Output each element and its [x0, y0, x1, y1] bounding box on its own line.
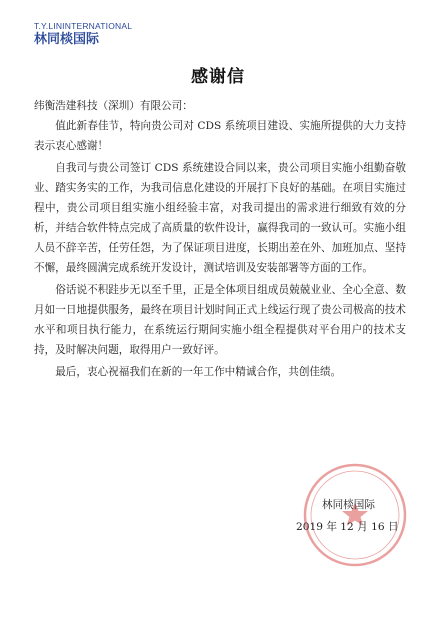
logo-english-text: T.Y.LININTERNATIONAL: [34, 21, 133, 31]
logo-chinese-text: 林同棪国际: [34, 31, 100, 47]
letter-title: 感谢信: [191, 67, 245, 87]
paragraph-1: 值此新春佳节，特向贵公司对 CDS 系统项目建设、实施所提供的大力支持表示衷心感谢！: [34, 120, 406, 152]
paragraph-3: 俗话说不积跬步无以至千里，正是全体项目组成员兢兢业业、全心全意、数月如一日地提供服务，最终在项目计划时间正式上线运行现了贵公司极高的技术水平和项目执行能力，在系统运行期间实施小组全程提供对平台用户的技术支持，及时解决问题，取得用户一致好评。: [34, 284, 406, 356]
signature-company: 林同棪国际: [322, 499, 375, 511]
letter-salutation: 纬衡浩建科技（深圳）有限公司：: [34, 100, 193, 112]
company-seal-stamp: [300, 460, 410, 570]
letter-date: 2019 年 12 月 16 日: [296, 521, 399, 533]
company-logo: [34, 22, 132, 46]
letter-body: [34, 116, 406, 384]
paragraph-2: 自我司与贵公司签订 CDS 系统建设合同以来，贵公司项目实施小组勤奋敬业、踏实务实的工作，为我司信息化建设的开展打下良好的基础。在项目实施过程中，贵公司项目组实施小组经验丰富，对我司提出的需求进行细致有效的分析，并结合软件特点完成了高质量的软件设计，赢得我司的一致认可。实施小组人员不辞辛苦，任劳任怨，为了保证项目进度，长期出差在外、加班加点、坚持不懈，最终圆满完成系统开发设计，测试培训及安装部署等方面的工作。: [34, 162, 406, 274]
paragraph-4: 最后，衷心祝福我们在新的一年工作中精诚合作，共创佳绩。: [55, 366, 342, 378]
